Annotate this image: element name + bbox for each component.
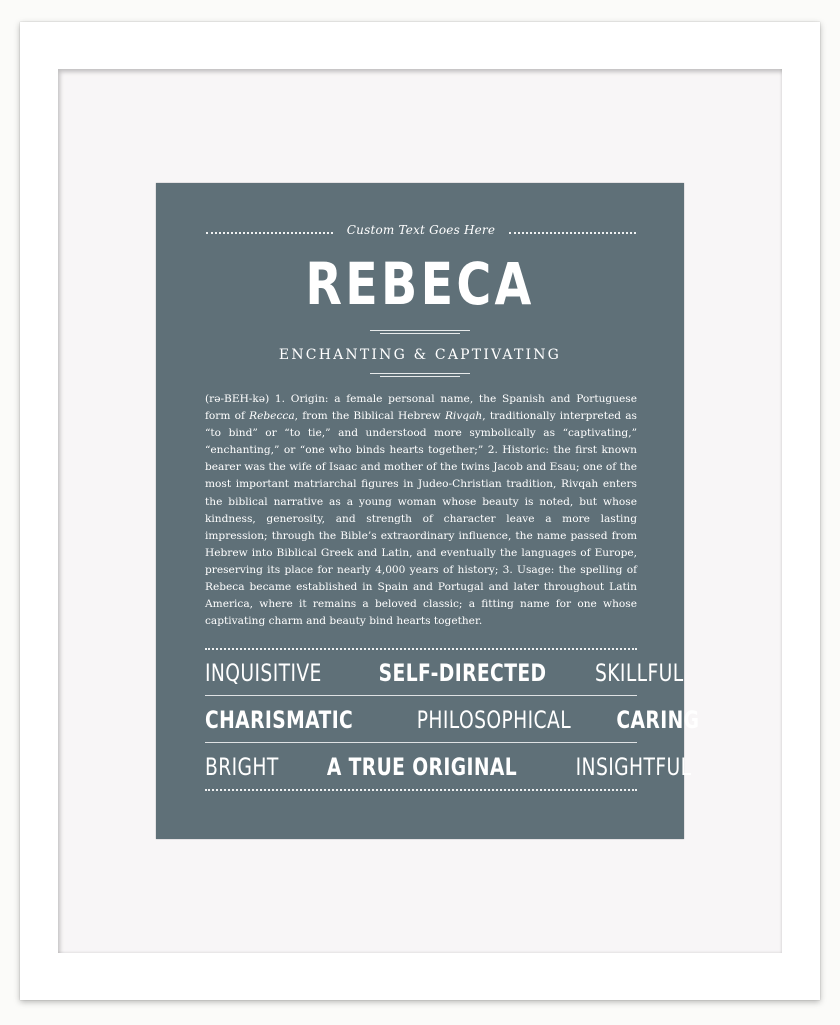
dotted-divider-traits-bottom (205, 789, 637, 791)
traits-divider-1 (205, 695, 637, 696)
rule-above-subtitle (370, 330, 470, 331)
custom-text: Custom Text Goes Here (346, 223, 496, 237)
frame-mat (58, 69, 782, 953)
trait-caring: CARING (616, 706, 700, 734)
traits-row-3 (205, 749, 692, 785)
rule-above-subtitle-inner (380, 333, 460, 334)
trait-bright: BRIGHT (205, 753, 279, 781)
name-print (156, 183, 700, 839)
definition-text-3: , traditionally interpreted as “to bind” or “to tie,” and understood more symbolically as “captivating,” “enchanting,” or “one who binds hearts together;” 2. Historic: the first known bearer was the wife of Isaac and mother of the twins Jacob and Esau; one of the most important matriarchal figures in Judeo-Christian tradition, Rivqah enters the biblical narrative as a young woman whose beauty is noted, but whose kindness, generosity, and strength of character leave a more lasting impression; through the Bible’s extraordinary influence, the name passed from Hebrew into Biblical Greek and Latin, and eventually the languages of Europe, preserving its place for nearly 4,000 years of history; 3. Usage: the spelling of Rebeca became established in Spain and Portugal and later throughout Latin America, where it remains a beloved classic; a fitting name for one whose captivating charm and beauty bind hearts together. (205, 410, 637, 628)
trait-charismatic: CHARISMATIC (205, 706, 354, 734)
trait-a-true-original: A TRUE ORIGINAL (326, 753, 517, 781)
definition-emphasis-rebecca: Rebecca (249, 410, 295, 423)
rule-below-subtitle-inner (380, 376, 460, 377)
traits-row-2 (205, 702, 700, 738)
trait-skillful: SKILLFUL (594, 659, 684, 687)
subtitle: ENCHANTING & CAPTIVATING (278, 347, 562, 363)
dotted-divider-left (206, 232, 333, 234)
trait-philosophical: PHILOSOPHICAL (416, 706, 572, 734)
definition-emphasis-rivqah: Rivqah (444, 410, 483, 423)
custom-text-row (206, 221, 636, 245)
trait-insightful: INSIGHTFUL (576, 753, 692, 781)
trait-inquisitive: INQUISITIVE (205, 659, 322, 687)
picture-frame (20, 22, 820, 1000)
definition-text-1: (rə-BEH-kə) 1. Origin: a female personal name, the Spanish and Portuguese form of (205, 393, 637, 423)
traits-row-1 (205, 655, 684, 691)
definition-text-2: , from the Biblical Hebrew (294, 410, 445, 423)
name-title: REBECA (305, 250, 535, 318)
dotted-divider-traits-top (205, 648, 637, 650)
traits-divider-2 (205, 742, 637, 743)
name-definition (205, 391, 637, 630)
rule-below-subtitle (370, 373, 470, 374)
dotted-divider-right (509, 232, 636, 234)
trait-self-directed: SELF-DIRECTED (378, 659, 547, 687)
